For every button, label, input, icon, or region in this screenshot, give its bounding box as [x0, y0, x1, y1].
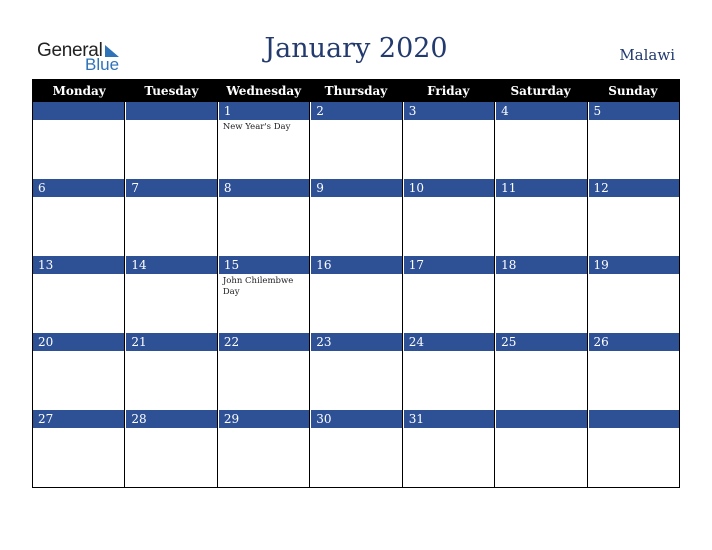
holiday-label: [33, 274, 124, 276]
weekday-header: Monday: [52, 84, 106, 98]
day-number: 11: [495, 179, 586, 197]
holiday-label: John Chilembwe Day: [222, 276, 294, 297]
day-number: 22: [218, 333, 309, 351]
week-row: [33, 410, 679, 487]
day-number: 23: [310, 333, 401, 351]
day-cell[interactable]: [310, 179, 402, 256]
holiday-label: [588, 428, 679, 430]
day-number: 21: [125, 333, 216, 351]
holiday-label: [218, 197, 309, 199]
holiday-label: [403, 197, 494, 199]
day-number: 6: [33, 179, 124, 197]
day-cell[interactable]: [403, 179, 495, 256]
day-number: 1: [218, 102, 309, 120]
day-cell[interactable]: [403, 333, 495, 410]
day-cell[interactable]: [588, 102, 679, 179]
holiday-label: [125, 351, 216, 353]
day-number: 12: [588, 179, 679, 197]
day-number: [495, 410, 586, 428]
day-number: 8: [218, 179, 309, 197]
day-number: 20: [33, 333, 124, 351]
day-number: 26: [588, 333, 679, 351]
page-title: January 2020: [264, 33, 448, 64]
day-cell[interactable]: [495, 179, 587, 256]
weekday-header-row: [33, 80, 679, 102]
holiday-label: [403, 274, 494, 276]
day-number: 9: [310, 179, 401, 197]
holiday-label: [125, 428, 216, 430]
day-cell[interactable]: [218, 410, 310, 487]
holiday-label: [403, 428, 494, 430]
day-number: 4: [495, 102, 586, 120]
country-label: Malawi: [619, 46, 675, 64]
day-cell[interactable]: [125, 256, 217, 333]
holiday-label: [125, 274, 216, 276]
day-number: 27: [33, 410, 124, 428]
day-number: 19: [588, 256, 679, 274]
holiday-label: [495, 197, 586, 199]
day-number: 18: [495, 256, 586, 274]
holiday-label: [495, 274, 586, 276]
day-number: 28: [125, 410, 216, 428]
calendar-weeks: [33, 102, 679, 487]
day-cell[interactable]: [403, 256, 495, 333]
day-cell[interactable]: [403, 102, 495, 179]
day-cell[interactable]: [218, 256, 310, 333]
day-cell[interactable]: [495, 410, 587, 487]
week-row: [33, 256, 679, 333]
holiday-label: [310, 120, 401, 122]
day-number: 14: [125, 256, 216, 274]
calendar-grid: [32, 79, 680, 488]
day-number: 13: [33, 256, 124, 274]
holiday-label: New Year's Day: [222, 122, 291, 132]
holiday-label: [310, 274, 401, 276]
logo-text-general: General: [37, 40, 103, 61]
holiday-label: [588, 274, 679, 276]
day-cell[interactable]: [403, 410, 495, 487]
day-number: 10: [403, 179, 494, 197]
day-cell[interactable]: [33, 410, 125, 487]
holiday-label: [33, 197, 124, 199]
day-number: 25: [495, 333, 586, 351]
day-number: [33, 102, 124, 120]
week-row: [33, 179, 679, 256]
day-number: 16: [310, 256, 401, 274]
weekday-header: Saturday: [510, 84, 571, 98]
holiday-label: [310, 351, 401, 353]
day-cell[interactable]: [495, 256, 587, 333]
day-number: 5: [588, 102, 679, 120]
day-cell[interactable]: [125, 333, 217, 410]
day-cell[interactable]: [125, 102, 217, 179]
week-row: [33, 333, 679, 410]
day-number: 31: [403, 410, 494, 428]
holiday-label: [310, 197, 401, 199]
weekday-header: Wednesday: [226, 84, 302, 98]
day-cell[interactable]: [125, 179, 217, 256]
holiday-label: [33, 428, 124, 430]
day-number: 7: [125, 179, 216, 197]
holiday-label: [588, 197, 679, 199]
day-cell[interactable]: [218, 179, 310, 256]
day-number: [588, 410, 679, 428]
day-number: 2: [310, 102, 401, 120]
holiday-label: [495, 351, 586, 353]
holiday-label: [33, 120, 124, 122]
weekday-header: Friday: [427, 84, 470, 98]
day-number: 17: [403, 256, 494, 274]
day-number: 29: [218, 410, 309, 428]
weekday-header: Tuesday: [144, 84, 199, 98]
day-cell[interactable]: [310, 256, 402, 333]
weekday-header: Sunday: [608, 84, 658, 98]
holiday-label: [218, 428, 309, 430]
day-cell[interactable]: [588, 333, 679, 410]
holiday-label: [588, 351, 679, 353]
holiday-label: [33, 351, 124, 353]
day-cell[interactable]: [588, 256, 679, 333]
day-cell[interactable]: [218, 102, 310, 179]
holiday-label: [403, 351, 494, 353]
holiday-label: [588, 120, 679, 122]
holiday-label: [495, 428, 586, 430]
day-number: 24: [403, 333, 494, 351]
day-cell[interactable]: [33, 333, 125, 410]
day-cell[interactable]: [33, 102, 125, 179]
holiday-label: [218, 351, 309, 353]
day-number: 30: [310, 410, 401, 428]
weekday-header: Thursday: [324, 84, 388, 98]
holiday-label: [403, 120, 494, 122]
logo-text-blue: Blue: [85, 55, 120, 74]
day-cell[interactable]: [588, 410, 679, 487]
day-number: 15: [218, 256, 309, 274]
holiday-label: [310, 428, 401, 430]
day-cell[interactable]: [218, 333, 310, 410]
day-cell[interactable]: [33, 256, 125, 333]
day-cell[interactable]: [495, 102, 587, 179]
day-cell[interactable]: [33, 179, 125, 256]
day-cell[interactable]: [310, 102, 402, 179]
day-cell[interactable]: [310, 410, 402, 487]
day-cell[interactable]: [125, 410, 217, 487]
day-cell[interactable]: [310, 333, 402, 410]
holiday-label: [495, 120, 586, 122]
day-number: [125, 102, 216, 120]
day-cell[interactable]: [495, 333, 587, 410]
day-cell[interactable]: [588, 179, 679, 256]
holiday-label: [125, 197, 216, 199]
week-row: [33, 102, 679, 179]
day-number: 3: [403, 102, 494, 120]
holiday-label: [125, 120, 216, 122]
